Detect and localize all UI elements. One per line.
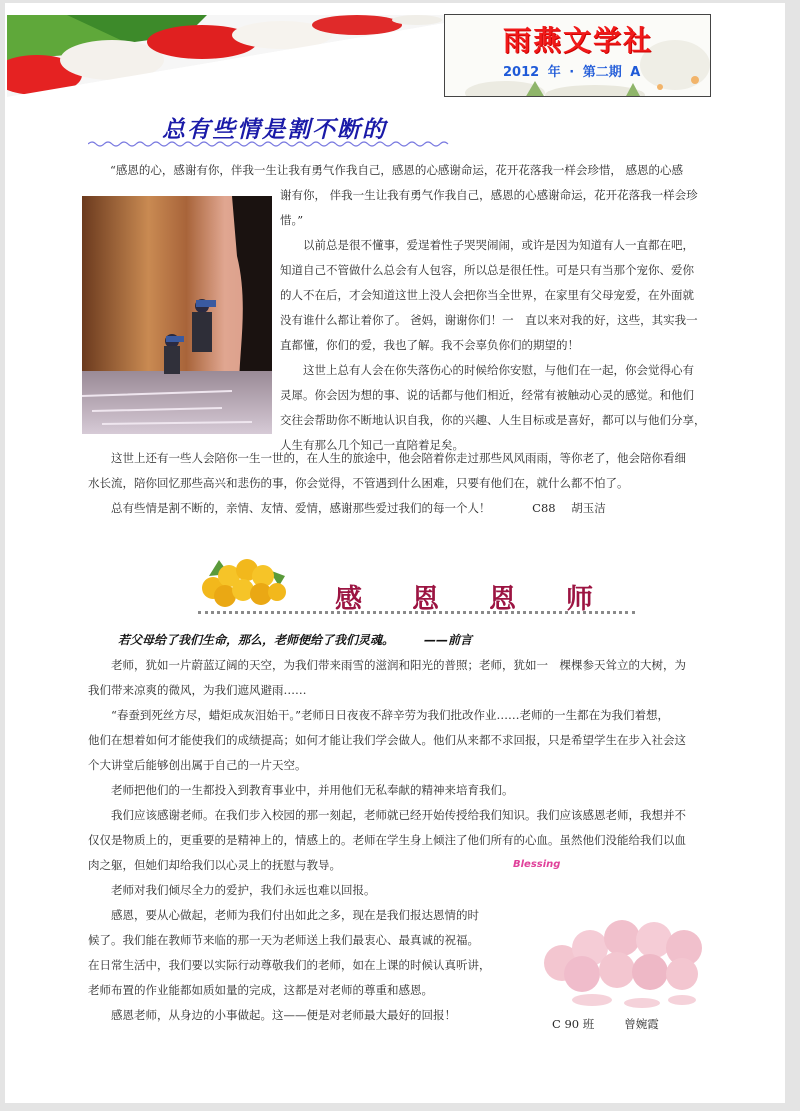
masthead-title: 雨燕文学社 bbox=[503, 24, 654, 57]
article2-quote: 若父母给了我们生命，那么，老师便给了我们灵魂。 ——前言 bbox=[118, 633, 473, 647]
article2-body-narrow: 老师对我们倾尽全力的爱护，我们永远也难以回报。 感恩，要从心做起，老师为我们付出如此之多，现在是我们报达恩情的时 候了。我们能在教师节来临的那一天为老师送上我们最衷心、最真诚的祝福。 在日常生活中，我们要以实际行动尊敬我们的老师，如在上课的时候认真听讲， 老师布置的作业能都如质如量的完成，这都是对老师的尊重和感恩。 感恩老师，从身边的小事做起。这——便是对老师最大最好的回报！ bbox=[88, 883, 491, 1022]
article1-intro: “感恩的心，感谢有你，伴我一生让我有勇气作我自己，感恩的心感谢命运，花开花落我一样会珍惜， 感恩的心感 bbox=[110, 163, 684, 177]
pink-roses-image bbox=[532, 908, 707, 1013]
article2-signature: C 90 班 曾婉霞 bbox=[552, 1017, 659, 1031]
issue-label: 2012 年 · 第二期 A bbox=[503, 65, 641, 80]
article1-signature-class: C88 bbox=[532, 501, 556, 515]
article1-closing: 总有些情是割不断的，亲情、友情、爱情，感谢那些爱过我们的每一个人！ C88 胡玉洁 bbox=[111, 501, 606, 515]
article1-body-right: 谢有你， 伴我一生让我有勇气作我自己，感恩的心感谢命运，花开花落我一样会珍 惜。” 以前总是很不懂事，爱逞着性子哭哭闹闹，或许是因为知道有人一直都在吧， 知道自己不管做什么总会有人包容，所以总是很任性。可是只有当那个宠你、爱你 的人不在后，才会知道这世上没人会把你当全世界，在家里有父母宠爱，在外面就 没有谁什么都让着你了。 爸妈，谢谢你们！一 直以来对我的好，这些，其实我一 直都懂，你们的爱，我也了解。我不会辜负你们的期望的！ 这世上总有人会在你失落伤心的时候给你安慰，与他们在一起，你会觉得心有 灵犀。你会因为想的事、说的话都与他们相近，经常有被触动心灵的感觉。和他们 交往会帮助你不断地认识自我，你的兴趣、人生目标或是喜好，都可以与他们分享， 人生有那么几个知己一直陪着足矣。 bbox=[280, 188, 706, 452]
article2-title: 感 恩 恩 师 bbox=[335, 584, 593, 615]
newsletter-page bbox=[5, 3, 785, 1103]
article2-body-wide: 老师，犹如一片蔚蓝辽阔的天空，为我们带来雨雪的滋润和阳光的普照；老师，犹如一 棵棵参天耸立的大树，为 我们带来凉爽的微风，为我们遮风避雨…… “春蚕到死丝方尽，蜡炬成灰泪始干。”老师日日夜夜不辞辛劳为我们批改作业……老师的一生都在为我们着想， 他们在想着如何才能使我们的成绩提高；如何才能让我们学会做人。他们从来都不求回报，只是希望学生在步入社会这 个大讲堂后能够创出属于自己的一片天空。 老师把他们的一生都投入到教育事业中，并用他们无私奉献的精神来培育我们。 我们应该感谢老师。在我们步入校园的那一刻起，老师就已经开始传授给我们知识。我们应该感恩老师，我想并不 仅仅是物质上的，更重要的是精神上的，情感上的。老师在学生身上倾注了他们所有的心血。虽然他们没能给我们以血 肉之躯，但她们却给我们以心灵上的抚慰与教导。 bbox=[88, 658, 686, 872]
tulips-banner-image bbox=[7, 15, 445, 97]
article1-body-bottom: 这世上还有一些人会陪你一生一世的，在人生的旅途中，他会陪着你走过那些风风雨雨，等你老了，他会陪你看细 水长流，陪你回忆那些高兴和悲伤的事，你会觉得，不管遇到什么困难，只要有他们在，就什么都不怕了。 总有些情是割不断的，亲情、友情、爱情，感谢那些爱过我们的每一个人！ C88 胡玉洁 bbox=[88, 446, 686, 521]
canyon-hikers-photo bbox=[82, 196, 272, 434]
article1-title: 总有些情是割不断的 bbox=[162, 117, 387, 143]
dotted-divider bbox=[198, 611, 635, 614]
yellow-roses-image bbox=[199, 556, 291, 608]
wavy-underline-icon bbox=[88, 140, 453, 148]
masthead-box bbox=[444, 14, 711, 97]
article1-signature-name: 胡玉洁 bbox=[571, 501, 606, 515]
blessing-badge-icon: Blessing bbox=[513, 859, 561, 870]
